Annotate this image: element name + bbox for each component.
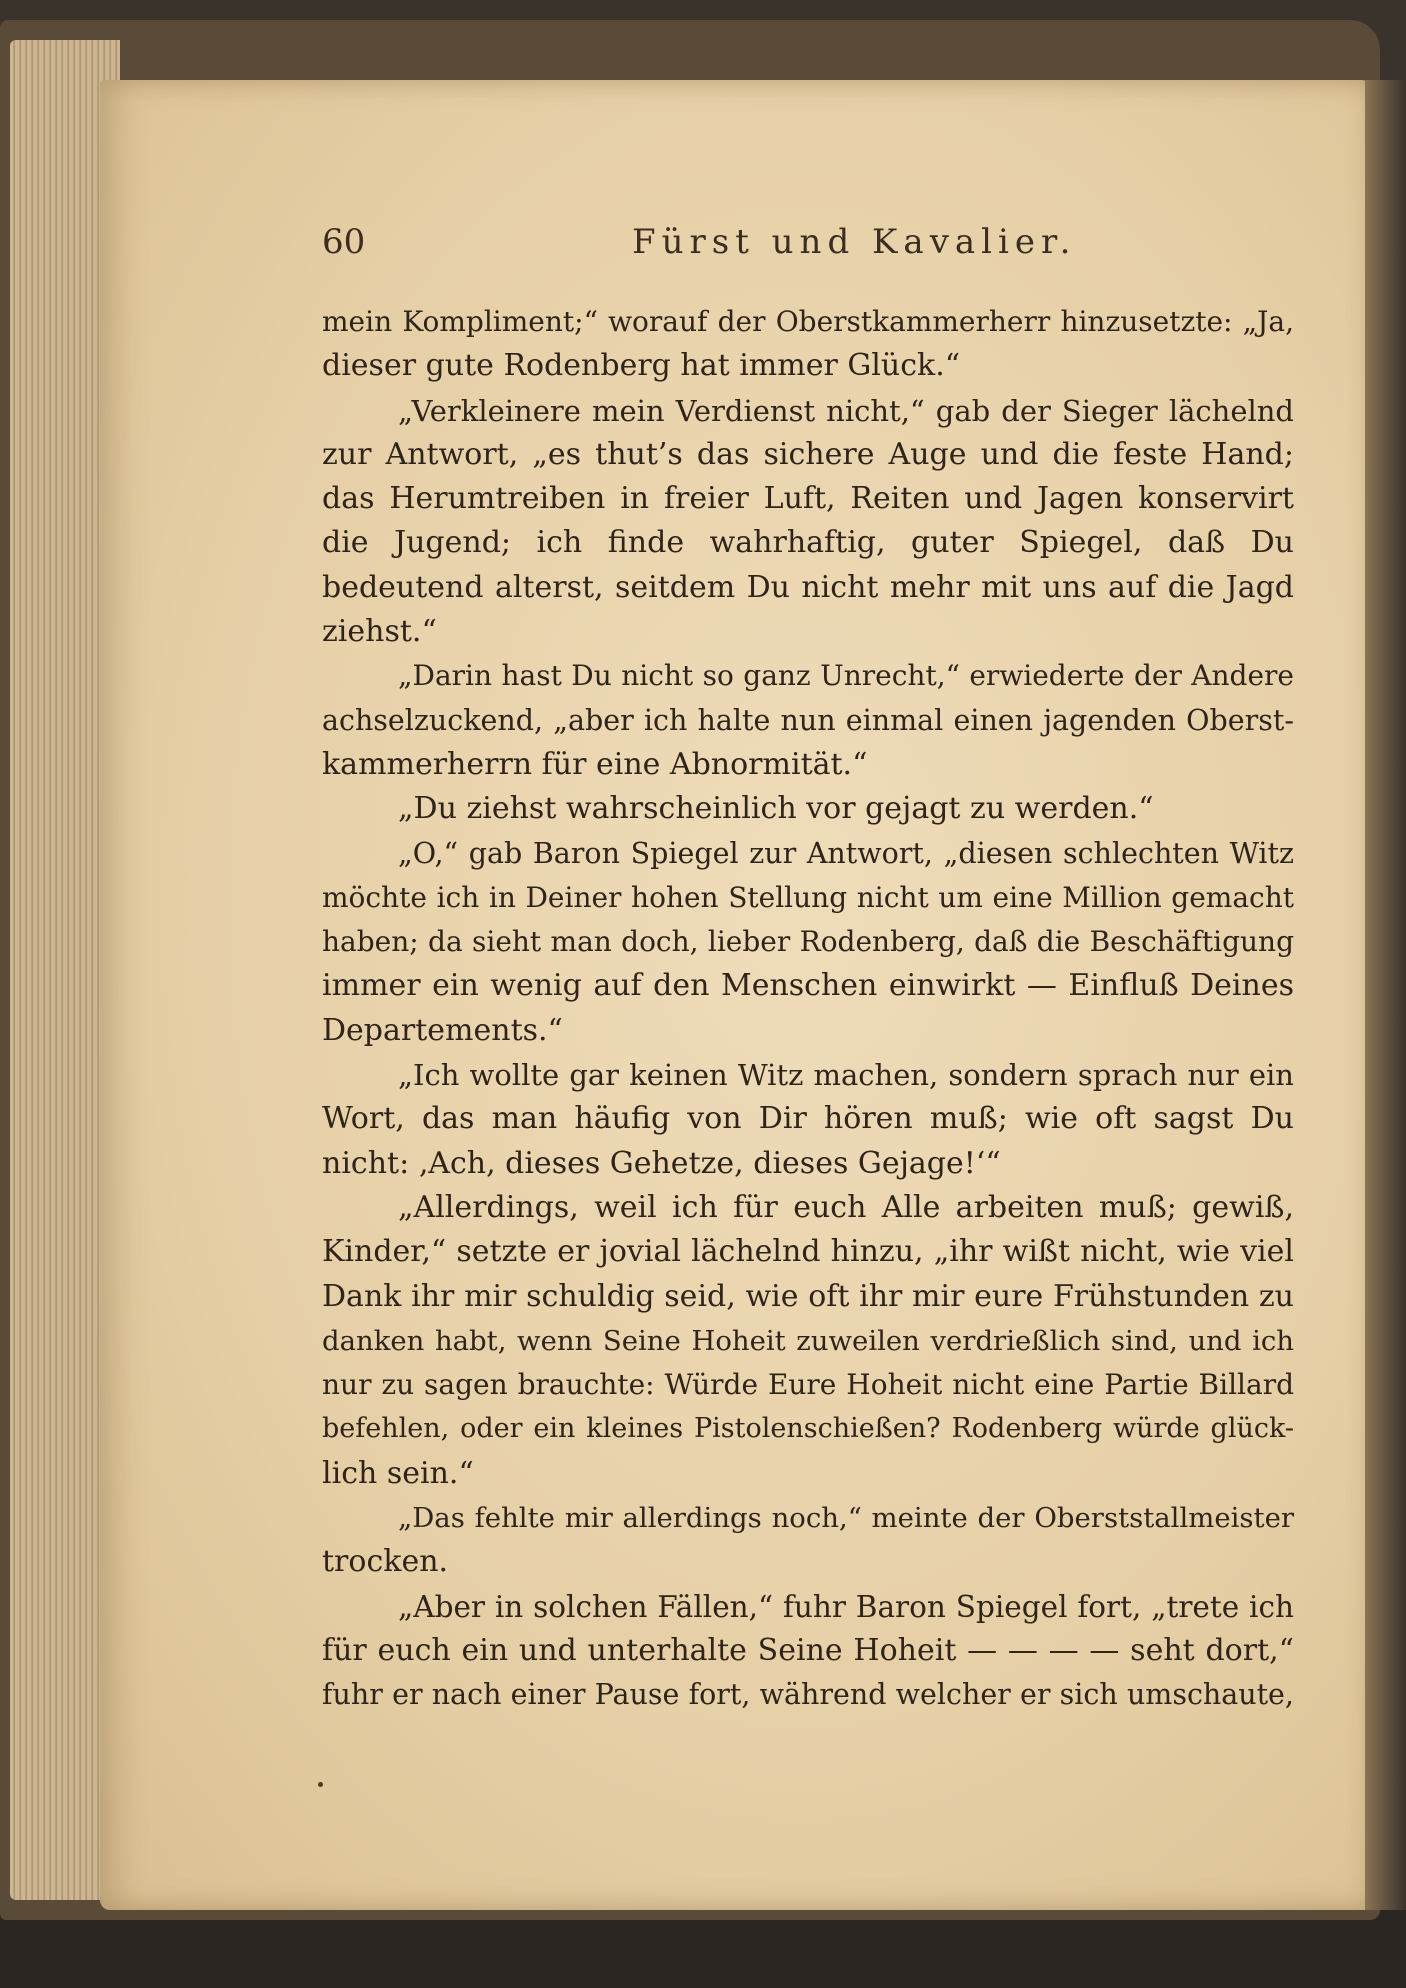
text-line: Departements.“ (322, 1012, 563, 1048)
text-line: möchte ich in Deiner hohen Stellung nicht um eine Million gemacht (322, 880, 1294, 914)
text-line: Dank ihr mir schuldig seid, wie oft ihr mir eure Frühstunden zu (322, 1278, 1294, 1314)
text-line: Wort, das man häufig von Dir hören muß; wie oft sagst Du (322, 1101, 1294, 1137)
page-header (322, 222, 1292, 262)
text-line: dieser gute Rodenberg hat immer Glück.“ (322, 348, 961, 384)
text-line: befehlen, oder ein kleines Pistolenschießen? Rodenberg würde glück- (322, 1413, 1294, 1445)
text-line: Kinder,“ setzte er jovial lächelnd hinzu, „ihr wißt nicht, wie viel (322, 1234, 1294, 1270)
page-number: 60 (322, 222, 366, 262)
text-line: lich sein.“ (322, 1455, 474, 1491)
text-line: „O,“ gab Baron Spiegel zur Antwort, „diesen schlechten Witz (398, 836, 1294, 870)
text-line: ziehst.“ (322, 614, 437, 650)
text-line: haben; da sieht man doch, lieber Rodenberg, daß die Beschäftigung (322, 925, 1294, 959)
text-line: kammerherrn für eine Abnormität.“ (322, 746, 868, 782)
gutter-shadow (1365, 80, 1406, 1910)
body-text (322, 300, 1294, 1718)
text-line: bedeutend alterst, seitdem Du nicht mehr mit uns auf die Jagd (322, 569, 1294, 605)
text-line: die Jugend; ich finde wahrhaftig, guter Spiegel, daß Du (322, 525, 1294, 561)
text-line: „Allerdings, weil ich für euch Alle arbeiten muß; gewiß, (398, 1189, 1294, 1225)
text-line: achselzuckend, „aber ich halte nun einmal einen jagenden Oberst- (322, 703, 1294, 737)
text-line: fuhr er nach einer Pause fort, während welcher er sich umschaute, (322, 1678, 1294, 1712)
text-line: danken habt, wenn Seine Hoheit zuweilen verdrießlich sind, und ich (322, 1324, 1294, 1357)
text-line: für euch ein und unterhalte Seine Hoheit — — — — seht dort,“ (322, 1632, 1294, 1668)
text-line: „Das fehlte mir allerdings noch,“ meinte der Oberststallmeister (398, 1502, 1294, 1535)
text-line: „Ich wollte gar keinen Witz machen, sondern sprach nur ein (398, 1058, 1294, 1093)
text-line: nicht: ‚Ach, dieses Gehetze, dieses Gejage!‘“ (322, 1145, 1001, 1181)
text-line: „Du ziehst wahrscheinlich vor gejagt zu werden.“ (398, 791, 1154, 827)
text-line: zur Antwort, „es thut’s das sichere Auge und die feste Hand; (322, 436, 1294, 472)
running-title: Fürst und Kavalier. (632, 222, 1077, 262)
text-line: „Verkleinere mein Verdienst nicht,“ gab der Sieger lächelnd (398, 393, 1294, 428)
text-line: „Aber in solchen Fällen,“ fuhr Baron Spiegel fort, „trete ich (398, 1589, 1294, 1624)
text-line: nur zu sagen brauchte: Würde Eure Hoheit nicht eine Partie Billard (322, 1368, 1294, 1402)
text-line: immer ein wenig auf den Menschen einwirkt — Einfluß Deines (322, 968, 1294, 1004)
text-line: das Herumtreiben in freier Luft, Reiten und Jagen konservirt (322, 481, 1294, 517)
text-line: „Darin hast Du nicht so ganz Unrecht,“ erwiederte der Andere (398, 659, 1294, 693)
ink-speck (318, 1782, 323, 1787)
text-line: mein Kompliment;“ worauf der Oberstkammerherr hinzusetzte: „Ja, (322, 305, 1294, 338)
text-line: trocken. (322, 1544, 449, 1580)
